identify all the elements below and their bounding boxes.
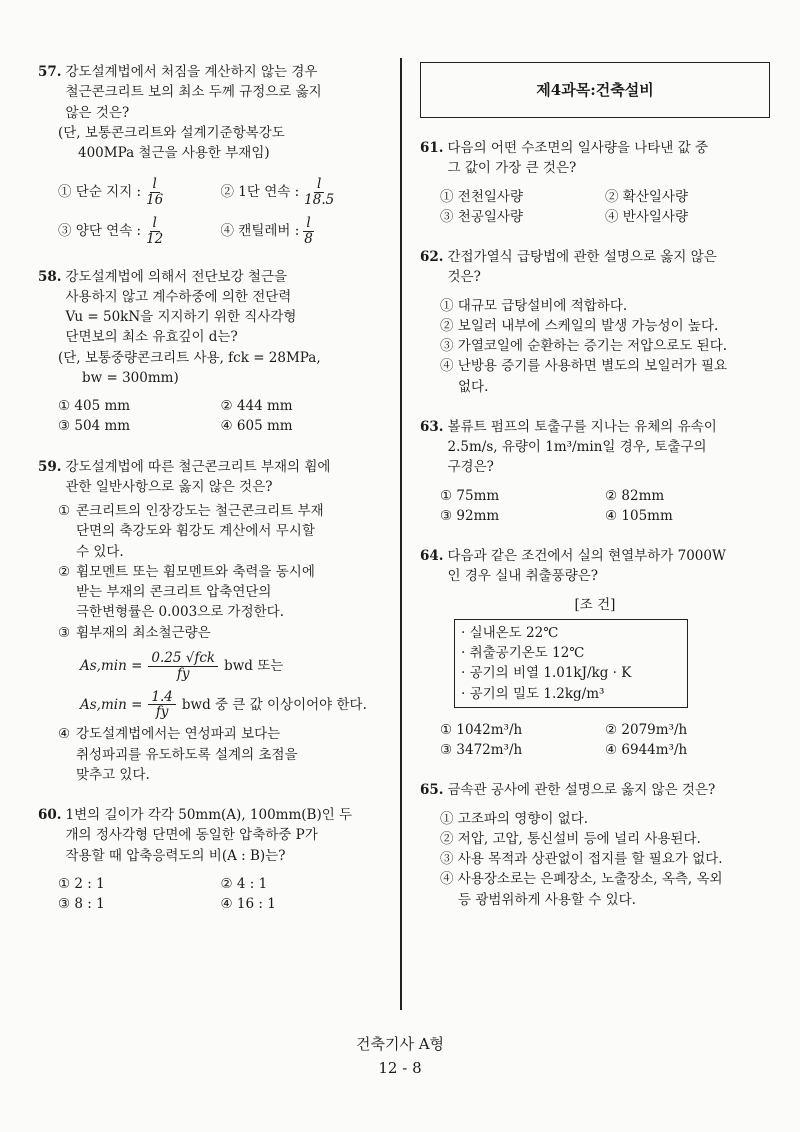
denominator: 8	[304, 230, 313, 247]
question-text-line: 작용할 때 압축응력도의 비(A : B)는?	[65, 847, 286, 864]
question-text-line: 않은 것은?	[65, 104, 130, 121]
question-text-line: 간접가열식 급탕법에 관한 설명으로 옳지 않은	[447, 249, 717, 265]
option-marker: ③	[58, 624, 71, 641]
question-note-line: 400MPa 철근을 사용한 부재임)	[78, 145, 270, 161]
answer-option[interactable]: ④ 사용장소로는 은폐장소, 노출장소, 옥측, 옥외	[440, 871, 723, 888]
column-divider	[400, 58, 402, 1010]
question-64	[420, 546, 770, 760]
formula-tail: bwd 중 큰 값 이상이어야 한다.	[181, 696, 367, 713]
question-60	[38, 805, 383, 914]
question-note-line: bw = 300mm)	[82, 369, 179, 386]
conditions-box	[454, 619, 688, 708]
formula-min-steel-2	[80, 690, 383, 721]
denominator: 12	[146, 230, 164, 247]
answer-option[interactable]: ④ 반사일사량	[605, 208, 688, 225]
option-text-line: 극한변형률은 0.003으로 가정한다.	[76, 604, 285, 621]
question-text-line: 다음과 같은 조건에서 실의 현열부하가 7000W	[447, 548, 726, 564]
answer-option[interactable]: ② 82mm	[605, 487, 665, 504]
denominator: 16	[146, 192, 164, 209]
answer-option[interactable]: ② 확산일사량	[605, 188, 688, 205]
subject-title: 제4과목:건축설비	[536, 80, 654, 99]
formula-lhs: As,min =	[80, 696, 143, 713]
answer-option[interactable]: ① 2 : 1	[58, 875, 105, 892]
question-text-line: 것은?	[447, 269, 481, 286]
answer-option[interactable]: ④ 6944m³/h	[605, 742, 688, 758]
answer-option[interactable]: ② 4 : 1	[220, 875, 268, 892]
answer-option[interactable]: ① 405 mm	[58, 398, 131, 415]
answer-option[interactable]	[221, 216, 384, 247]
fraction	[301, 177, 337, 208]
answer-option[interactable]: ③ 가열코일에 순환하는 증기는 저압으로도 된다.	[440, 338, 728, 354]
page-number: 12 - 8	[378, 1059, 422, 1077]
answer-option[interactable]: ③ 8 : 1	[58, 896, 105, 912]
denominator: fy	[176, 665, 190, 682]
answer-option[interactable]: ③ 천공일사량	[440, 208, 523, 225]
question-65	[420, 780, 770, 910]
fraction	[143, 177, 166, 208]
question-text-line: 강도설계법에 의해서 전단보강 철근을	[65, 268, 288, 285]
option-label: ④ 캔틸레버 :	[220, 223, 300, 240]
question-text-line: 금속관 공사에 관한 설명으로 옳지 않은 것은?	[447, 782, 716, 799]
question-text-line: 인 경우 실내 취출풍량은?	[447, 568, 599, 585]
option-text-line: 맞추고 있다.	[76, 766, 150, 783]
option-text-line: 콘크리트의 인장강도는 철근콘크리트 부재	[76, 503, 324, 520]
question-text-line: 2.5m/s, 유량이 1m³/min일 경우, 토출구의	[447, 439, 707, 455]
option-text-line: 수 있다.	[76, 543, 124, 560]
numerator: l	[150, 216, 160, 232]
condition-item: · 공기의 비열 1.01kJ/kg · K	[461, 665, 632, 682]
question-number: 57.	[38, 64, 62, 80]
question-62	[420, 247, 770, 397]
answer-option[interactable]	[221, 177, 384, 208]
option-label: ② 1단 연속 :	[220, 184, 300, 201]
fraction	[301, 216, 316, 247]
answer-option-continuation: 등 광범위하게 사용할 수 있다.	[458, 891, 636, 908]
question-58	[38, 267, 383, 437]
page-footer	[0, 1032, 800, 1080]
option-marker: ②	[58, 563, 71, 580]
option-marker: ①	[58, 503, 71, 520]
conditions-title: [조 건]	[574, 596, 616, 613]
question-text-line: 1변의 길이가 각각 50mm(A), 100mm(B)인 두	[65, 807, 353, 823]
answer-option-continuation: 없다.	[458, 378, 489, 395]
exam-title: 건축기사 A형	[355, 1035, 445, 1053]
option-text-line: 휨부재의 최소철근량은	[76, 624, 211, 641]
denominator: 18.5	[304, 192, 335, 209]
question-text-line: 개의 정사각형 단면에 동일한 압축하중 P가	[65, 827, 318, 844]
formula-lhs: As,min =	[80, 658, 143, 675]
left-column	[38, 62, 383, 934]
option-text-line: 취성파괴를 유도하도록 설계의 초점을	[76, 746, 298, 763]
option-marker: ④	[58, 726, 71, 743]
numerator: l	[314, 177, 324, 193]
formula-tail: bwd 또는	[224, 658, 284, 675]
option-text-line: 강도설계법에서는 연성파괴 보다는	[76, 726, 281, 743]
condition-item: · 취출공기온도 12℃	[461, 645, 585, 661]
question-note-line: (단, 보통중량콘크리트 사용, fck = 28MPa,	[58, 349, 321, 366]
question-number: 61.	[420, 140, 444, 156]
question-text-line: 강도설계법에서 처짐을 계산하지 않는 경우	[65, 64, 318, 80]
question-text-line: 볼류트 펌프의 토출구를 지나는 유체의 유속이	[447, 418, 717, 435]
question-number: 65.	[420, 782, 444, 799]
question-61	[420, 138, 770, 227]
question-57	[38, 62, 383, 247]
condition-item: · 공기의 밀도 1.2kg/m³	[461, 685, 605, 702]
answer-option[interactable]: ④ 105mm	[605, 507, 673, 524]
answer-option[interactable]: ④ 605 mm	[220, 418, 293, 435]
numerator: l	[303, 216, 313, 232]
answer-option[interactable]: ③ 504 mm	[58, 418, 131, 435]
formula-min-steel-1	[80, 651, 383, 682]
answer-option[interactable]: ④ 16 : 1	[220, 896, 276, 912]
answer-option[interactable]: ④ 난방용 증기를 사용하면 별도의 보일러가 필요	[440, 358, 728, 375]
question-number: 63.	[420, 418, 444, 435]
question-text-line: 구경은?	[447, 459, 494, 476]
numerator: 1.4	[148, 690, 175, 706]
question-number: 62.	[420, 249, 444, 265]
question-text-line: 단면보의 최소 유효깊이 d는?	[65, 329, 238, 346]
answer-option[interactable]: ① 1042m³/h	[440, 721, 523, 738]
answer-option[interactable]: ② 저압, 고압, 통신설비 등에 널리 사용된다.	[440, 830, 701, 847]
question-text-line: 다음의 어떤 수조면의 일사량을 나타낸 값 중	[447, 140, 708, 156]
subject-title-box	[420, 62, 770, 118]
answer-option[interactable]	[58, 562, 383, 623]
answer-option[interactable]: ① 75mm	[440, 487, 500, 504]
answer-option[interactable]: ① 고조파의 영향이 없다.	[440, 810, 589, 827]
answer-option[interactable]: ② 444 mm	[220, 398, 293, 415]
question-59	[38, 457, 383, 785]
answer-option[interactable]: ③ 3472m³/h	[440, 742, 523, 758]
question-text-line: 관한 일반사항으로 옳지 않은 것은?	[65, 478, 273, 495]
answer-option[interactable]: ③ 92mm	[440, 507, 500, 524]
answer-option[interactable]	[58, 623, 383, 643]
question-text-line: Vu = 50kN을 지지하기 위한 직사각형	[65, 309, 297, 326]
question-text-line: 철근콘크리트 보의 최소 두께 규정으로 옳지	[65, 84, 322, 101]
question-text-line: 강도설계법에 따른 철근콘크리트 부재의 휨에	[65, 458, 331, 475]
fraction	[148, 651, 218, 682]
right-column	[420, 62, 770, 930]
answer-option[interactable]	[58, 724, 383, 785]
answer-option[interactable]	[58, 216, 221, 247]
fraction	[148, 690, 175, 721]
question-number: 64.	[420, 548, 444, 564]
answer-option[interactable]	[58, 177, 221, 208]
answer-option[interactable]: ① 대규모 급탕설비에 적합하다.	[440, 297, 628, 314]
numerator: 0.25 √fck	[148, 651, 218, 667]
option-label: ① 단순 지지 :	[58, 184, 142, 201]
answer-option[interactable]: ③ 사용 목적과 상관없이 접지를 할 필요가 없다.	[440, 851, 723, 867]
option-label: ③ 양단 연속 :	[58, 223, 142, 240]
answer-option[interactable]	[58, 501, 383, 562]
numerator: l	[150, 177, 160, 193]
question-63	[420, 417, 770, 526]
option-text-line: 받는 부재의 콘크리트 압축연단의	[76, 584, 272, 601]
question-text-line: 사용하지 않고 계수하중에 의한 전단력	[65, 288, 292, 305]
answer-option[interactable]: ② 보일러 내부에 스케일의 발생 가능성이 높다.	[440, 317, 719, 334]
denominator: fy	[155, 704, 169, 721]
answer-option[interactable]: ② 2079m³/h	[605, 721, 688, 738]
option-text-line: 단면의 축강도와 휨강도 계산에서 무시할	[76, 523, 315, 540]
condition-item: · 실내온도 22℃	[461, 624, 559, 641]
question-note-line: (단, 보통콘크리트와 설계기준항복강도	[58, 124, 285, 141]
fraction	[143, 216, 166, 247]
question-number: 60.	[38, 807, 62, 823]
question-number: 58.	[38, 268, 62, 285]
option-text-line: 휨모멘트 또는 휨모멘트와 축력을 동시에	[76, 563, 315, 580]
question-text-line: 그 값이 가장 큰 것은?	[447, 160, 577, 177]
answer-option[interactable]: ① 전천일사량	[440, 188, 523, 205]
question-number: 59.	[38, 458, 62, 475]
